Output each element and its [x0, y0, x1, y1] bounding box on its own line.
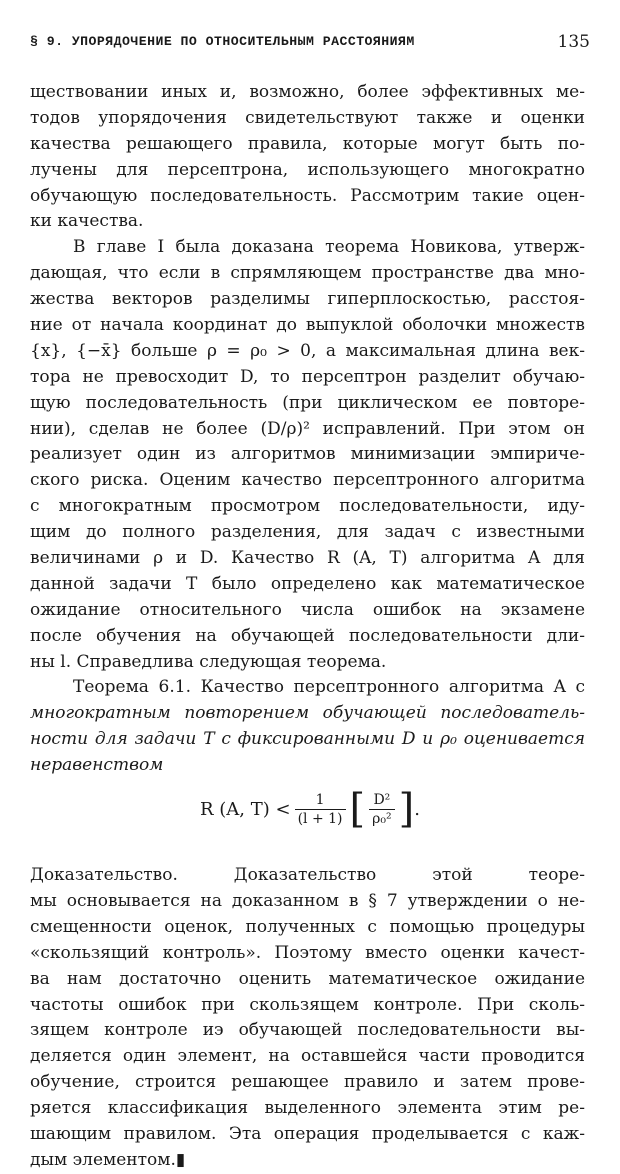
- text-line: реализует один из алгоритмов минимизации эмпириче-: [30, 444, 585, 465]
- left-bracket: [: [349, 786, 366, 833]
- fraction-numerator: 1: [315, 791, 325, 808]
- text-line: многократным повторением обучающей последователь-: [30, 703, 585, 724]
- paragraph-1: [30, 80, 585, 235]
- proof-paragraph: [30, 863, 585, 1174]
- text-line: «скользящий контроль». Поэтому вместо оценки качест-: [30, 942, 585, 963]
- text-line: шающим правилом. Эта операция проделывается с каж-: [30, 1123, 585, 1144]
- section-title: § 9. УПОРЯДОЧЕНИЕ ПО ОТНОСИТЕЛЬНЫМ РАССТОЯНИЯМ: [30, 34, 415, 49]
- text-line: ны l. Справедлива следующая теорема.: [30, 651, 387, 672]
- text-line: Доказательство. Доказательство этой теоре-: [30, 865, 585, 886]
- text-line: лучены для персептрона, использующего многократно: [30, 159, 585, 180]
- theorem-statement: [30, 675, 585, 779]
- text-line: щую последовательность (при циклическом ее повторе-: [30, 392, 585, 413]
- running-header: [30, 34, 590, 54]
- text-line: смещенности оценок, полученных с помощью процедуры: [30, 916, 585, 937]
- fraction-denominator: (l + 1): [297, 810, 343, 827]
- inner-fraction: [369, 791, 394, 828]
- text-line: мы основывается на доказанном в § 7 утверждении о не-: [30, 890, 585, 911]
- text-line: с многократным просмотром последовательности, иду-: [30, 496, 585, 517]
- text-line: ние от начала координат до выпуклой оболочки множеств: [30, 315, 585, 336]
- text-line: {x}, {−x̄} больше ρ = ρ₀ > 0, а максимальная длина век-: [30, 340, 585, 361]
- paragraph-2: [30, 235, 585, 675]
- text-line: обучение, строится решающее правило и затем прове-: [30, 1072, 585, 1093]
- text-line: неравенством: [30, 755, 164, 776]
- text-line: щим до полного разделения, для задач с известными: [30, 522, 585, 543]
- text-line: данной задачи T было определено как математическое: [30, 573, 585, 594]
- text-line: величинами ρ и D. Качество R (A, T) алгоритма A для: [30, 548, 585, 569]
- text-line: тора не превосходит D, то персептрон разделит обучаю-: [30, 366, 585, 387]
- text-line: качества решающего правила, которые могут быть по-: [30, 133, 585, 154]
- text-line: ского риска. Оценим качество персептронного алгоритма: [30, 470, 585, 491]
- formula-period: .: [414, 798, 420, 820]
- formula-lhs: R (A, T) <: [200, 798, 291, 820]
- text-line: зящем контроле иэ обучающей последовательности вы-: [30, 1020, 585, 1041]
- inner-denominator: ρ₀²: [372, 810, 392, 827]
- text-line: дающая, что если в спрямляющем пространстве два мно-: [30, 263, 585, 284]
- text-line: ряется классификация выделенного элемента этим ре-: [30, 1098, 585, 1119]
- text-line: Теорема 6.1. Качество персептронного алгоритма A с: [73, 677, 585, 698]
- text-line: тодов упорядочения свидетельствуют также и оценки: [30, 107, 585, 128]
- page-number: 135: [557, 32, 590, 52]
- text-line: В главе I была доказана теорема Новикова, утверж-: [73, 237, 585, 258]
- text-line: после обучения на обучающей последовательности дли-: [30, 625, 585, 646]
- text-line: жества векторов разделимы гиперплоскостью, расстоя-: [30, 289, 585, 310]
- text-line: ности для задачи T с фиксированными D и ρ₀ оценивается: [30, 729, 585, 750]
- inner-numerator: D²: [373, 791, 391, 808]
- inequality-formula: [30, 785, 585, 845]
- text-line: деляется один элемент, на оставшейся части проводится: [30, 1046, 585, 1067]
- text-line: нии), сделав не более (D/ρ)² исправлений. При этом он: [30, 418, 585, 439]
- text-line: ва нам достаточно оценить математическое ожидание: [30, 968, 585, 989]
- text-line: ки качества.: [30, 211, 144, 232]
- text-line: ществовании иных и, возможно, более эффективных ме-: [30, 82, 585, 102]
- text-line: частоты ошибок при скользящем контроле. При сколь-: [30, 994, 585, 1015]
- text-line: обучающую последовательность. Рассмотрим такие оцен-: [30, 185, 585, 206]
- text-line: ожидание относительного числа ошибок на экзамене: [30, 599, 585, 620]
- text-line: дым элементом.▮: [30, 1149, 186, 1170]
- right-bracket: ]: [398, 786, 415, 833]
- formula-fraction: [295, 791, 346, 828]
- page-body: [30, 80, 585, 1174]
